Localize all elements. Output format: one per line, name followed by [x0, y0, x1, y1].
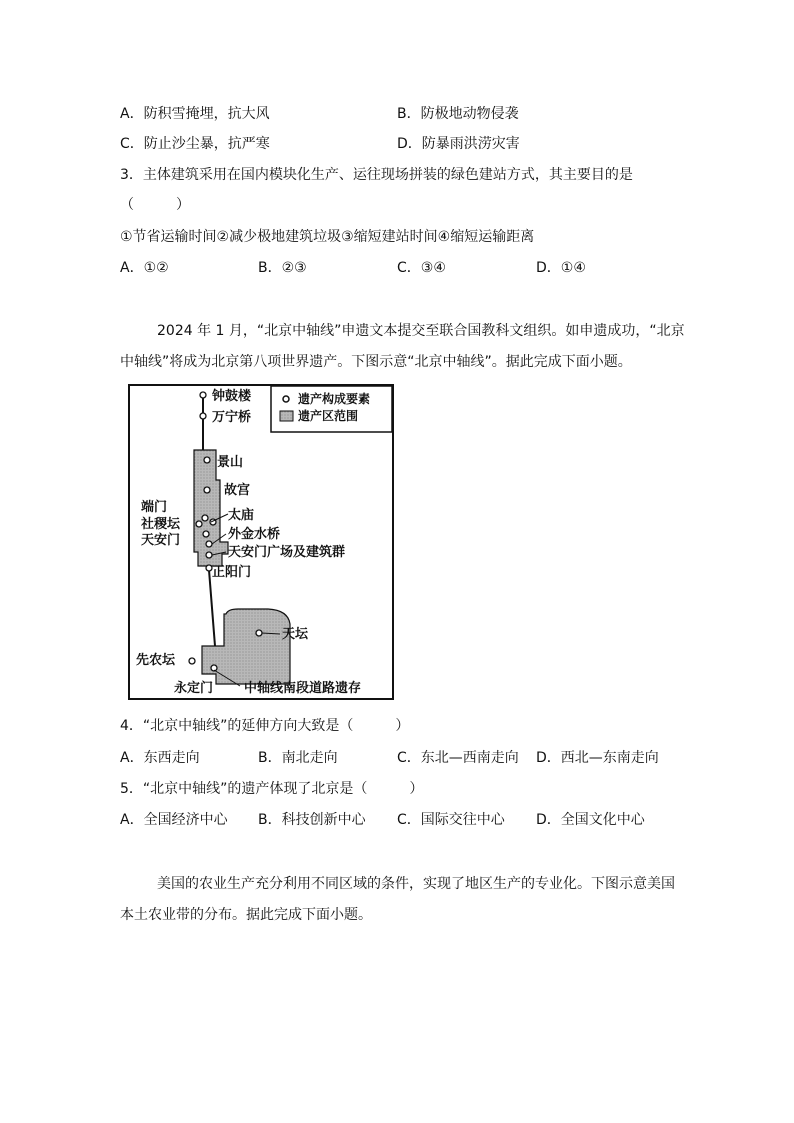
label-jingshan: 景山	[217, 455, 244, 470]
label-nanduan: 中轴线南段道路遗存	[244, 681, 362, 696]
point-tiananmen	[203, 531, 209, 537]
point-gugong	[204, 487, 210, 493]
point-wanningqiao	[200, 413, 206, 419]
point-waijinshuiqiao	[206, 541, 212, 547]
point-tiantan	[256, 630, 262, 636]
q3-option-c: C．③④	[397, 260, 446, 276]
q4-option-b: B．南北走向	[258, 750, 338, 766]
q3-items: ①节省运输时间②减少极地建筑垃圾③缩短建站时间④缩短运输距离	[120, 229, 535, 245]
point-shejitan	[196, 521, 202, 527]
point-xiannongtan	[189, 658, 195, 664]
q3-answer-paren: （ ）	[120, 197, 190, 213]
q2-option-c: C．防止沙尘暴，抗严寒	[120, 136, 270, 152]
legend-area-symbol	[280, 411, 293, 421]
q3-stem: 3．主体建筑采用在国内模块化生产、运往现场拼装的绿色建站方式，其主要目的是	[120, 167, 633, 183]
passage1-line1: 2024 年 1 月，“北京中轴线”申遗文本提交至联合国教科文组织。如申遗成功，“北京	[157, 323, 685, 339]
legend-point-symbol	[283, 396, 289, 402]
label-yongdingmen: 永定门	[174, 681, 214, 696]
q5-option-c: C．国际交往中心	[397, 812, 505, 828]
passage2-line2: 本土农业带的分布。据此完成下面小题。	[120, 907, 372, 923]
label-duanmen: 端门	[141, 500, 168, 515]
q5-option-a: A．全国经济中心	[120, 812, 228, 828]
label-taimiao: 太庙	[228, 508, 255, 523]
q2-option-b: B．防极地动物侵袭	[397, 106, 519, 122]
point-zhonggulou	[200, 392, 206, 398]
point-jingshan	[204, 457, 210, 463]
q2-option-d: D．防暴雨洪涝灾害	[397, 136, 520, 152]
q3-option-d: D．①④	[536, 260, 586, 276]
point-duanmen	[202, 515, 208, 521]
label-shejitan: 社稷坛	[141, 517, 181, 532]
legend-area-label: 遗产区范围	[298, 409, 359, 423]
q4-option-a: A．东西走向	[120, 750, 200, 766]
q5-option-d: D．全国文化中心	[536, 812, 645, 828]
passage2-line1: 美国的农业生产充分利用不同区域的条件，实现了地区生产的专业化。下图示意美国	[157, 876, 675, 892]
passage1-line2: 中轴线”将成为北京第八项世界遗产。下图示意“北京中轴线”。据此完成下面小题。	[120, 354, 632, 370]
q5-stem: 5．“北京中轴线”的遗产体现了北京是（ ）	[120, 781, 424, 797]
label-waijinshuiqiao: 外金水桥	[228, 527, 281, 542]
legend-point-label: 遗产构成要素	[298, 392, 371, 406]
label-zhonggulou: 钟鼓楼	[212, 389, 252, 404]
beijing-central-axis-map	[128, 384, 394, 700]
label-wanningqiao: 万宁桥	[212, 410, 252, 425]
label-zhengyangmen: 正阳门	[212, 565, 252, 580]
label-tiananmen: 天安门	[141, 533, 181, 548]
point-guangchang	[206, 552, 212, 558]
q5-option-b: B．科技创新中心	[258, 812, 366, 828]
q4-stem: 4．“北京中轴线”的延伸方向大致是（ ）	[120, 718, 410, 734]
label-xiannongtan: 先农坛	[136, 653, 176, 668]
q4-option-d: D．西北—东南走向	[536, 750, 659, 766]
q3-option-a: A．①②	[120, 260, 169, 276]
label-gugong: 故宫	[224, 483, 251, 498]
label-tiantan: 天坛	[282, 627, 309, 642]
q3-option-b: B．②③	[258, 260, 307, 276]
q4-option-c: C．东北—西南走向	[397, 750, 519, 766]
label-guangchang: 天安门广场及建筑群	[228, 545, 346, 560]
q2-option-a: A．防积雪掩埋，抗大风	[120, 106, 270, 122]
